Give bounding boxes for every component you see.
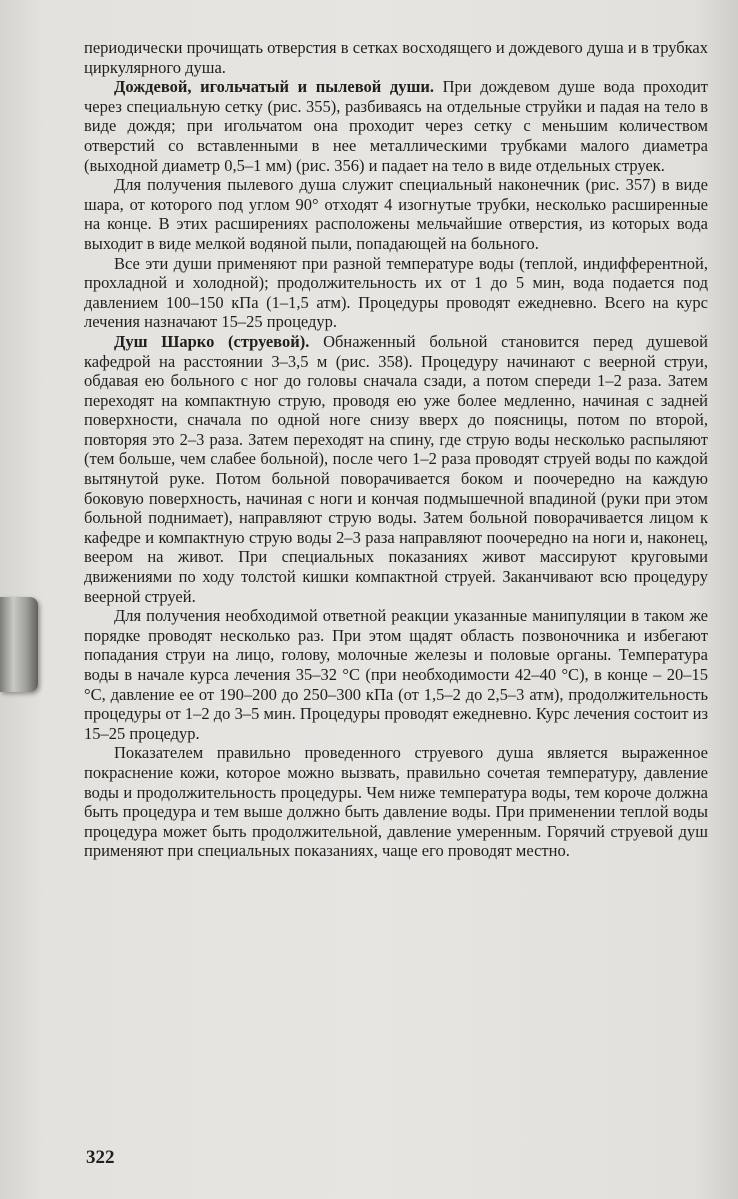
paragraph-6-text: Для получения необходимой ответной реакции указанные манипуляции в таком же порядке проводят несколько раз. При этом щадят область позвоночника и избегают попадания струи на лицо, голову, молочные железы и половые органы. Температура воды в начале курса лечения 35–32 °С (при необходимости 42–40 °С), в конце – 20–15 °С, давление ее от 190–200 до 250–300 кПа (от 1,5–2 до 2,5–3 атм), продолжительность процедуры от 1–2 до 3–5 мин. Процедуры проводят ежедневно. Курс лечения состоит из 15–25 процедур.	[84, 606, 708, 743]
paragraph-5-text: Обнаженный больной становится перед душевой кафедрой на расстоянии 3–3,5 м (рис. 358). Процедуру начинают с веерной струи, обдавая ею больного с ног до головы сначала сзади, а потом спереди 1–2 раза. Затем переходят на компактную струю, проводя ею уже более медленно, начиная с задней поверхности, сначала по одной ноге снизу вверх до поясницы, потом по второй, повторяя это 2–3 раза. Затем переходят на спину, где струю воды несколько распыляют (тем больше, чем слабее больной), после чего 1–2 раза проводят струей воды по каждой вытянутой руке. Потом больной поворачивается боком и поочередно на каждую боковую поверхность, начиная с ноги и кончая подмышечной впадиной (руки при этом больной поднимает), направляют струю воды. Затем больной поворачивается лицом к кафедре и компактную струю воды 2–3 раза направляют поочередно на ноги и, наконец, веером на живот. При специальных показаниях живот массируют круговыми движениями по ходу толстой кишки компактной струей. Заканчивают всю процедуру веерной струей.	[84, 331, 708, 606]
heading-charcot-shower: Душ Шарко (струевой).	[114, 331, 310, 351]
paragraph-1	[84, 38, 708, 77]
paragraph-2-text: При дождевом душе вода проходит через специальную сетку (рис. 355), разбиваясь на отдельные струйки и падая на тело в виде дождя; при игольчатом она проходит через сетку с меньшим количеством отверстий со вставленными в нее металлическими трубками малого диаметра (выходной диаметр 0,5–1 мм) (рис. 356) и падает на тело в виде отдельных струек.	[84, 77, 709, 175]
page-number: 322	[86, 1147, 115, 1168]
paragraph-4-text: Все эти души применяют при разной температуре воды (теплой, индифферентной, прохладной и холодной); продолжительность их от 1 до 5 мин, вода подается под давлением 100–150 кПа (1–1,5 атм). Процедуры проводят ежедневно. Всего на курс лечения назначают 15–25 процедур.	[84, 253, 708, 332]
paragraph-5	[84, 332, 708, 606]
paragraph-3-text: Для получения пылевого душа служит специальный наконечник (рис. 357) в виде шара, от которого под углом 90° отходят 4 изогнутые трубки, несколько расширенные на конце. В этих расширениях расположены мельчайшие отверстия, из которых вода выходит в виде мелкой водяной пыли, попадающей на больного.	[84, 175, 708, 253]
body-text	[84, 38, 708, 861]
paragraph-4	[84, 254, 708, 332]
binder-clip	[0, 597, 38, 692]
paragraph-2	[84, 77, 708, 175]
paragraph-3	[84, 175, 708, 253]
paragraph-7-text: Показателем правильно проведенного струевого душа является выраженное покраснение кожи, которое можно вызвать, правильно сочетая температуру, давление воды и продолжительность процедуры. Чем ниже температура воды, тем короче должна быть процедура и тем выше должно быть давление воды. При применении теплой воды процедура может быть продолжительной, давление умеренным. Горячий струевой душ применяют при специальных показаниях, чаще его проводят местно.	[84, 743, 708, 861]
paragraph-6	[84, 606, 708, 743]
paragraph-7	[84, 743, 708, 861]
heading-shower-types: Дождевой, игольчатый и пылевой души.	[114, 77, 435, 97]
paragraph-1-text: периодически прочищать отверстия в сетках восходящего и дождевого душа и в трубках циркулярного душа.	[84, 38, 708, 77]
